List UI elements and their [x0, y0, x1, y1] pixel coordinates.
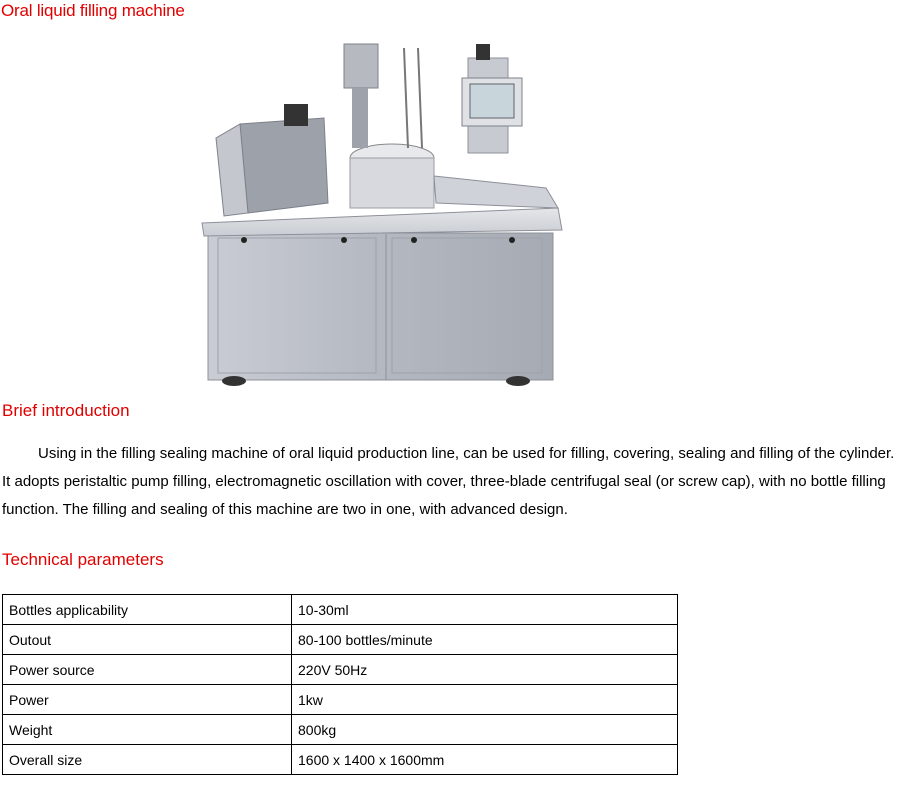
machine-product-image	[196, 38, 566, 394]
page-title: Oral liquid filling machine	[1, 1, 185, 20]
param-label: Power source	[3, 655, 292, 685]
param-label: Weight	[3, 715, 292, 745]
param-value: 220V 50Hz	[292, 655, 678, 685]
table-row	[3, 715, 678, 745]
param-label: Outout	[3, 625, 292, 655]
table-row	[3, 685, 678, 715]
param-label: Bottles applicability	[3, 595, 292, 625]
technical-parameters-heading: Technical parameters	[2, 550, 164, 569]
param-value: 80-100 bottles/minute	[292, 625, 678, 655]
table-row	[3, 595, 678, 625]
brief-introduction-text	[2, 440, 896, 524]
technical-parameters-table	[2, 594, 678, 775]
brief-introduction-heading: Brief introduction	[2, 401, 130, 420]
param-value: 1600 x 1400 x 1600mm	[292, 745, 678, 775]
param-label: Power	[3, 685, 292, 715]
brief-introduction-body: Using in the filling sealing machine of oral liquid production line, can be used for filling, covering, sealing and filling of the cylinder. It adopts peristaltic pump filling, electromagnetic oscillation with cover, three-blade centrifugal seal (or screw cap), with no bottle filling function. The filling and sealing of this machine are two in one, with advanced design.	[2, 445, 895, 518]
table-row	[3, 655, 678, 685]
param-value: 10-30ml	[292, 595, 678, 625]
table-row	[3, 745, 678, 775]
param-value: 800kg	[292, 715, 678, 745]
table-row	[3, 625, 678, 655]
param-value: 1kw	[292, 685, 678, 715]
param-label: Overall size	[3, 745, 292, 775]
